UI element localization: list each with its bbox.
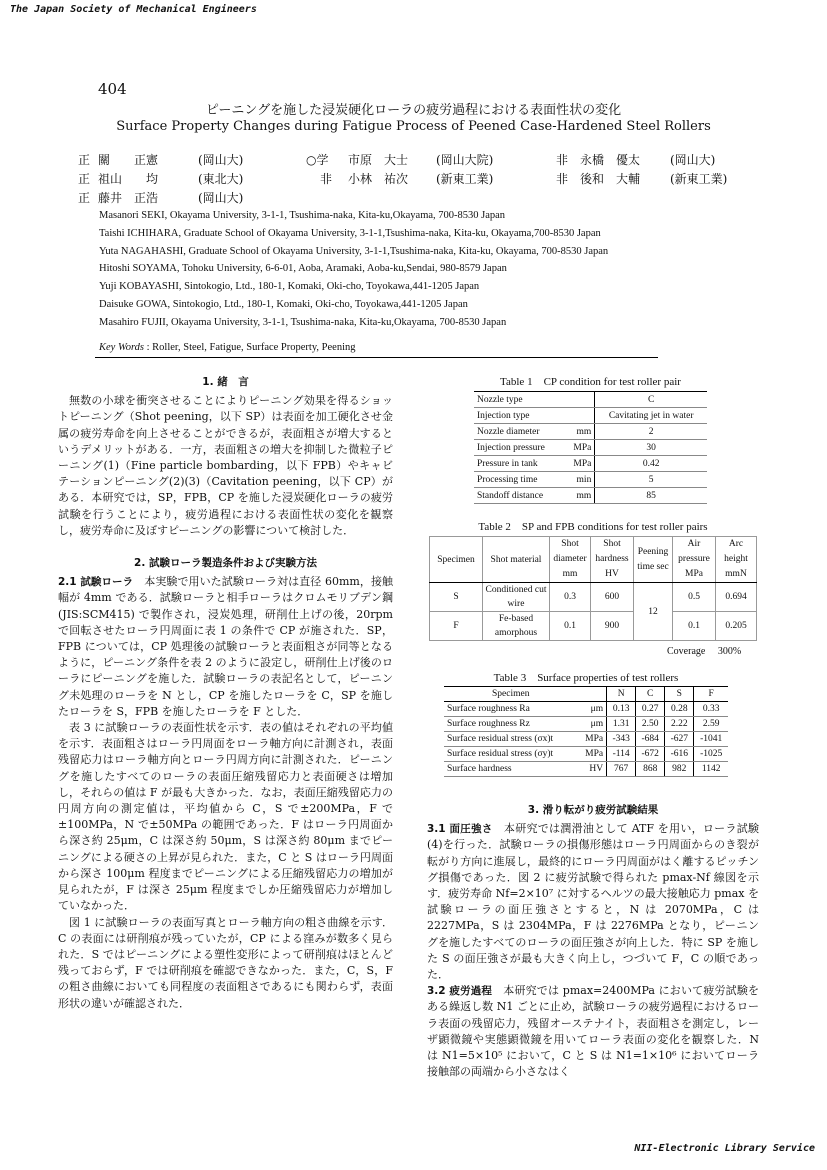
paragraph [427, 983, 759, 1080]
table-cell: Surface residual stress (σx)t [444, 732, 578, 747]
table1-caption: Table 1 CP condition for test roller pair [500, 376, 681, 388]
table-header-cell: Air pressure MPa [673, 537, 716, 583]
affiliation-line: Masanori SEKI, Okayama University, 3-1-1, Tsushima-naka, Kita-ku,Okayama, 700-8530 Japan [99, 210, 506, 221]
table-cell: 0.27 [636, 702, 665, 717]
author-row [78, 189, 778, 208]
table-cell: MPa [578, 732, 607, 747]
table-row [474, 488, 707, 504]
table-cell: μm [578, 717, 607, 732]
paper-number: 404 [98, 80, 127, 98]
author-role: 非 [556, 153, 569, 167]
table-row [444, 732, 728, 747]
affiliation-line: Yuta NAGAHASHI, Graduate School of Okayama University, 3-1-1,Tsushima-naka, Kita-ku, Okayama, 700-8530 Japan [99, 245, 609, 257]
table-row [430, 583, 757, 612]
paragraph [58, 574, 393, 720]
table-cell [565, 408, 595, 424]
footer-service: NII-Electronic Library Service [634, 1143, 815, 1154]
table-header-cell: N [607, 687, 636, 702]
keywords-label: Key Words [99, 342, 145, 353]
author-role: 非 [556, 172, 569, 186]
table-cell: 12 [634, 583, 673, 641]
left-column [58, 372, 393, 1012]
paragraph: 無数の小球を衝突させることによりピーニング効果を得るショットピーニング（Shot peening，以下 SP）は表面を加工硬化させ金属の疲労寿命を向上させることができるが，表面粗さが増大するというデメリットがある．一方，表面粗さの増大を抑制した微粒子ピーニング(1)（Fine particle bombarding，以下 FPB）やキャビテーションピーニング(2)(3)（Cavitation peening，以下 CP）がある．本研究では，SP，FPB，CP を施した浸炭硬化ローラの疲労試験を行うことにより，疲労過程における表面性状の変化を観察し，疲労寿命に及ぼすピーニングの影響について検討した． [58, 394, 393, 537]
table-cell: 5 [595, 472, 707, 488]
table-header-cell: Specimen [430, 537, 483, 583]
table-cell: mm [565, 488, 595, 504]
table-cell: 2.22 [665, 717, 694, 732]
table-header-row [444, 687, 728, 702]
table-header-cell: Shot hardness HV [591, 537, 634, 583]
keywords-list: : Roller, Steel, Fatigue, Surface Property, Peening [144, 342, 356, 353]
table-cell: 0.1 [673, 612, 716, 641]
subsection-heading: 3.2 疲労過程 [427, 985, 493, 998]
table-header-cell: Arc height mmN [716, 537, 757, 583]
table-cell [565, 392, 595, 408]
table-row [474, 424, 707, 440]
keywords [99, 342, 356, 353]
table-cell: S [430, 583, 483, 612]
coverage-note: Coverage 300% [667, 646, 742, 657]
table1 [474, 391, 707, 504]
table-cell: -616 [665, 747, 694, 762]
table-cell: 2.50 [636, 717, 665, 732]
table-header-cell: C [636, 687, 665, 702]
table-cell: 30 [595, 440, 707, 456]
affiliation-line: Yuji KOBAYASHI, Sintokogio, Ltd., 180-1, Komaki, Oki-cho, Toyokawa,441-1205 Japan [99, 281, 480, 293]
table-header-cell [578, 687, 607, 702]
affiliation-list [99, 207, 608, 332]
title-english: Surface Property Changes during Fatigue Process of Peened Case-Hardened Steel Rollers [116, 119, 711, 134]
table3-caption: Table 3 Surface properties of test rollers [493, 672, 679, 684]
table-cell: 1.31 [607, 717, 636, 732]
table-cell: MPa [565, 440, 595, 456]
author-row [78, 170, 778, 189]
table-cell: 0.3 [550, 583, 591, 612]
table-cell: 0.13 [607, 702, 636, 717]
author-name: 祖山 均 [98, 172, 159, 186]
table-cell: Injection type [474, 408, 565, 424]
table-cell: 0.694 [716, 583, 757, 612]
table-cell: 600 [591, 583, 634, 612]
table-row [474, 472, 707, 488]
author-affiliation: (新東工業) [436, 172, 494, 186]
author-affiliation: (岡山大) [198, 191, 244, 205]
table-row [444, 762, 728, 777]
table-cell: -114 [607, 747, 636, 762]
table-cell: 868 [636, 762, 665, 777]
table-cell: 2 [595, 424, 707, 440]
table-cell: Nozzle diameter [474, 424, 565, 440]
table-header-cell: Shot material [483, 537, 550, 583]
table-cell: -627 [665, 732, 694, 747]
table-cell: -684 [636, 732, 665, 747]
keywords-rule [95, 357, 658, 358]
table-cell: Surface roughness Ra [444, 702, 578, 717]
author-affiliation: (岡山大院) [436, 153, 494, 167]
affiliation-line: Masahiro FUJII, Okayama University, 3-1-1, Tsushima-naka, Kita-ku,Okayama, 700-8530 Japan [99, 316, 507, 328]
table-cell: 982 [665, 762, 694, 777]
table-cell: 0.1 [550, 612, 591, 641]
affiliation-line: Daisuke GOWA, Sintokogio, Ltd., 180-1, Komaki, Oki-cho, Toyokawa,441-1205 Japan [99, 298, 468, 310]
table-cell: Standoff distance [474, 488, 565, 504]
table-cell: mm [565, 424, 595, 440]
right-column [427, 800, 759, 1080]
author-affiliation: (岡山大) [198, 153, 244, 167]
table-row [444, 717, 728, 732]
paragraph [427, 821, 759, 983]
table-cell: min [565, 472, 595, 488]
paragraph-text: 本研究では pmax=2400MPa において疲労試験をある繰返し数 N1 ごとに止め，試験ローラの疲労過程におけるローラ表面の残留応力，残留オーステナイト，表面粗さを測定し，レーザ顕微鏡や実態顕微鏡を用いてローラ表面の変化を観察した．N は N1=5×10⁵ において，C と S は N1=1×10⁶ においてローラ接触部の両端から小さなはく [427, 984, 759, 1079]
table-cell: 0.5 [673, 583, 716, 612]
subsection-heading: 2.1 試験ローラ [58, 576, 134, 589]
table-cell: 0.28 [665, 702, 694, 717]
author-name: 藤井 正浩 [98, 191, 159, 205]
table-header-row [430, 537, 757, 583]
table-cell: F [430, 612, 483, 641]
affiliation-line: Taishi ICHIHARA, Graduate School of Okayama University, 3-1-1,Tsushima-naka, Kita-ku, Okayama,700-8530 Japan [99, 227, 601, 239]
subsection-heading: 3.1 面圧強さ [427, 823, 493, 836]
table-cell: Pressure in tank [474, 456, 565, 472]
affiliation-line: Hitoshi SOYAMA, Tohoku University, 6-6-01, Aoba, Aramaki, Aoba-ku,Sendai, 980-8579 Japan [99, 263, 507, 275]
paragraph: 表 3 に試験ローラの表面性状を示す．表の値はそれぞれの平均値を示す．表面粗さはローラ円周面をローラ軸方向に計測され，表面残留応力はローラ軸方向とローラ円周方向に計測された．ピーニングを施したすべてのローラの表面圧縮残留応力と表面硬さは増加し，それらの値は F が最も大きかった．なお，表面圧縮残留応力の円周方向の測定値は，平均値から C，S で±200MPa，F で±100MPa，N で±50MPa の範囲であった．F はローラ円周面から深さ約 25μm，C は深さ約 50μm，S は深さ約 80μm までピーニングによる硬さの上昇が見られた．また，C と S はローラ円周面から深さ 100μm 程度までピーニングによる圧縮残留応力の増加が見られたが，F は深さ 25μm 程度までしか圧縮残留応力が増加していなかった． [58, 721, 393, 913]
table-cell: MPa [565, 456, 595, 472]
table-cell: 2.59 [694, 717, 728, 732]
author-affiliation: (岡山大) [670, 153, 716, 167]
author-affiliation: (新東工業) [670, 172, 728, 186]
table-cell: Fe-based amorphous [483, 612, 550, 641]
table2-caption: Table 2 SP and FPB conditions for test roller pairs [478, 521, 708, 533]
section-heading: 3. 滑り転がり疲労試験結果 [527, 804, 659, 816]
table-cell: -343 [607, 732, 636, 747]
section-heading: 2. 試験ローラ製造条件および実験方法 [134, 557, 317, 570]
table-cell: Conditioned cut wire [483, 583, 550, 612]
table-row [474, 392, 707, 408]
section-heading: 1. 緒 言 [202, 376, 249, 388]
table-cell: -1025 [694, 747, 728, 762]
table-header-cell: S [665, 687, 694, 702]
table-cell: Cavitating jet in water [595, 408, 707, 424]
table-cell: 85 [595, 488, 707, 504]
table-cell: Injection pressure [474, 440, 565, 456]
paragraph-text: 本実験で用いた試験ローラ対は直径 60mm，接触幅が 4mm である．試験ローラと相手ローラはクロムモリブデン鋼 (JIS:SCM415) で製作され，浸炭処理，研削仕上げの後，20rpm で回転させたローラ円周面に表 1 の条件で CP が施された．SP，FPB については，CP 処理後の試験ローラと表面粗さが同等となるように，ピーニング条件を表 2 のように設定し，研削仕上げ後のローラにピーニングを施した．試験ローラの表記名として，ピーニング未処理のローラを N とし，CP を施したローラを C，SP を施したローラを S，FPB を施したローラを F とした． [58, 575, 394, 718]
table-header-cell: Shot diameter mm [550, 537, 591, 583]
author-name: 市原 大士 [348, 153, 409, 167]
table-row [430, 612, 757, 641]
table-cell: Surface hardness [444, 762, 578, 777]
table-row [444, 747, 728, 762]
table-row [474, 456, 707, 472]
table-cell: μm [578, 702, 607, 717]
table-cell: 0.42 [595, 456, 707, 472]
table-cell: Surface roughness Rz [444, 717, 578, 732]
author-name: 小林 祐次 [348, 172, 409, 186]
author-name: 後和 大輔 [580, 172, 641, 186]
table-cell: Surface residual stress (σy)t [444, 747, 578, 762]
author-role: 非 [320, 172, 333, 186]
paragraph: 図 1 に試験ローラの表面写真とローラ軸方向の粗さ曲線を示す．C の表面には研削痕が残っていたが，CP による窪みが数多く見られた．S ではピーニングによる塑性変形によって研削痕はほとんど残っておらず，F では研削痕を確認できなかった．また，C，S，F の粗さ曲線においても同程度の表面粗さであるにも関わらず，表面形状の違いが確認された． [58, 915, 393, 1010]
paragraph-text: 本研究では潤滑油として ATF を用い，ローラ試験(4)を行った．試験ローラの損傷形態はローラ円周面からのき裂が転がり方向に進展し，最終的にローラ円周面がはく離するピッチング損傷であった．図 2 に疲労試験で得られた pmax-Nf 線図を示す．疲労寿命 Nf=2×10⁷ に対するヘルツの最大接触応力 pmax を試験ローラの面圧強さとすると，N は 2070MPa，C は 2227MPa，S は 2304MPa，F は 2276MPa となり，ピーニングを施したすべてのローラの面圧強さが向上した．特に SP を施した S の面圧強さが最も大きく向上し，つづいて F，C の順であった． [427, 822, 759, 982]
table-cell: -672 [636, 747, 665, 762]
table-cell: 0.205 [716, 612, 757, 641]
author-name: 關 正憲 [98, 153, 159, 167]
table-row [444, 702, 728, 717]
table-cell: 0.33 [694, 702, 728, 717]
title-japanese: ピーニングを施した浸炭硬化ローラの疲労過程における表面性状の変化 [205, 103, 622, 118]
author-role: 正 [78, 172, 91, 186]
table-cell: -1041 [694, 732, 728, 747]
table-header-cell: F [694, 687, 728, 702]
table-row [474, 408, 707, 424]
table-cell: 1142 [694, 762, 728, 777]
table-header-cell: Specimen [444, 687, 578, 702]
author-name: 永橋 優太 [580, 153, 641, 167]
table-cell: HV [578, 762, 607, 777]
author-affiliation: (東北大) [198, 172, 244, 186]
table3 [444, 686, 728, 777]
author-role: 正 [78, 191, 91, 205]
author-role: ○学 [306, 153, 329, 167]
author-role: 正 [78, 153, 91, 167]
journal-header: The Japan Society of Mechanical Engineers [10, 4, 257, 15]
table-cell: 900 [591, 612, 634, 641]
table-cell: Processing time [474, 472, 565, 488]
author-row [78, 151, 778, 170]
table-cell: C [595, 392, 707, 408]
table-row [474, 440, 707, 456]
table2 [429, 536, 757, 641]
table-cell: Nozzle type [474, 392, 565, 408]
author-list [78, 151, 778, 208]
table-header-cell: Peening time sec [634, 537, 673, 583]
table-cell: MPa [578, 747, 607, 762]
table-cell: 767 [607, 762, 636, 777]
